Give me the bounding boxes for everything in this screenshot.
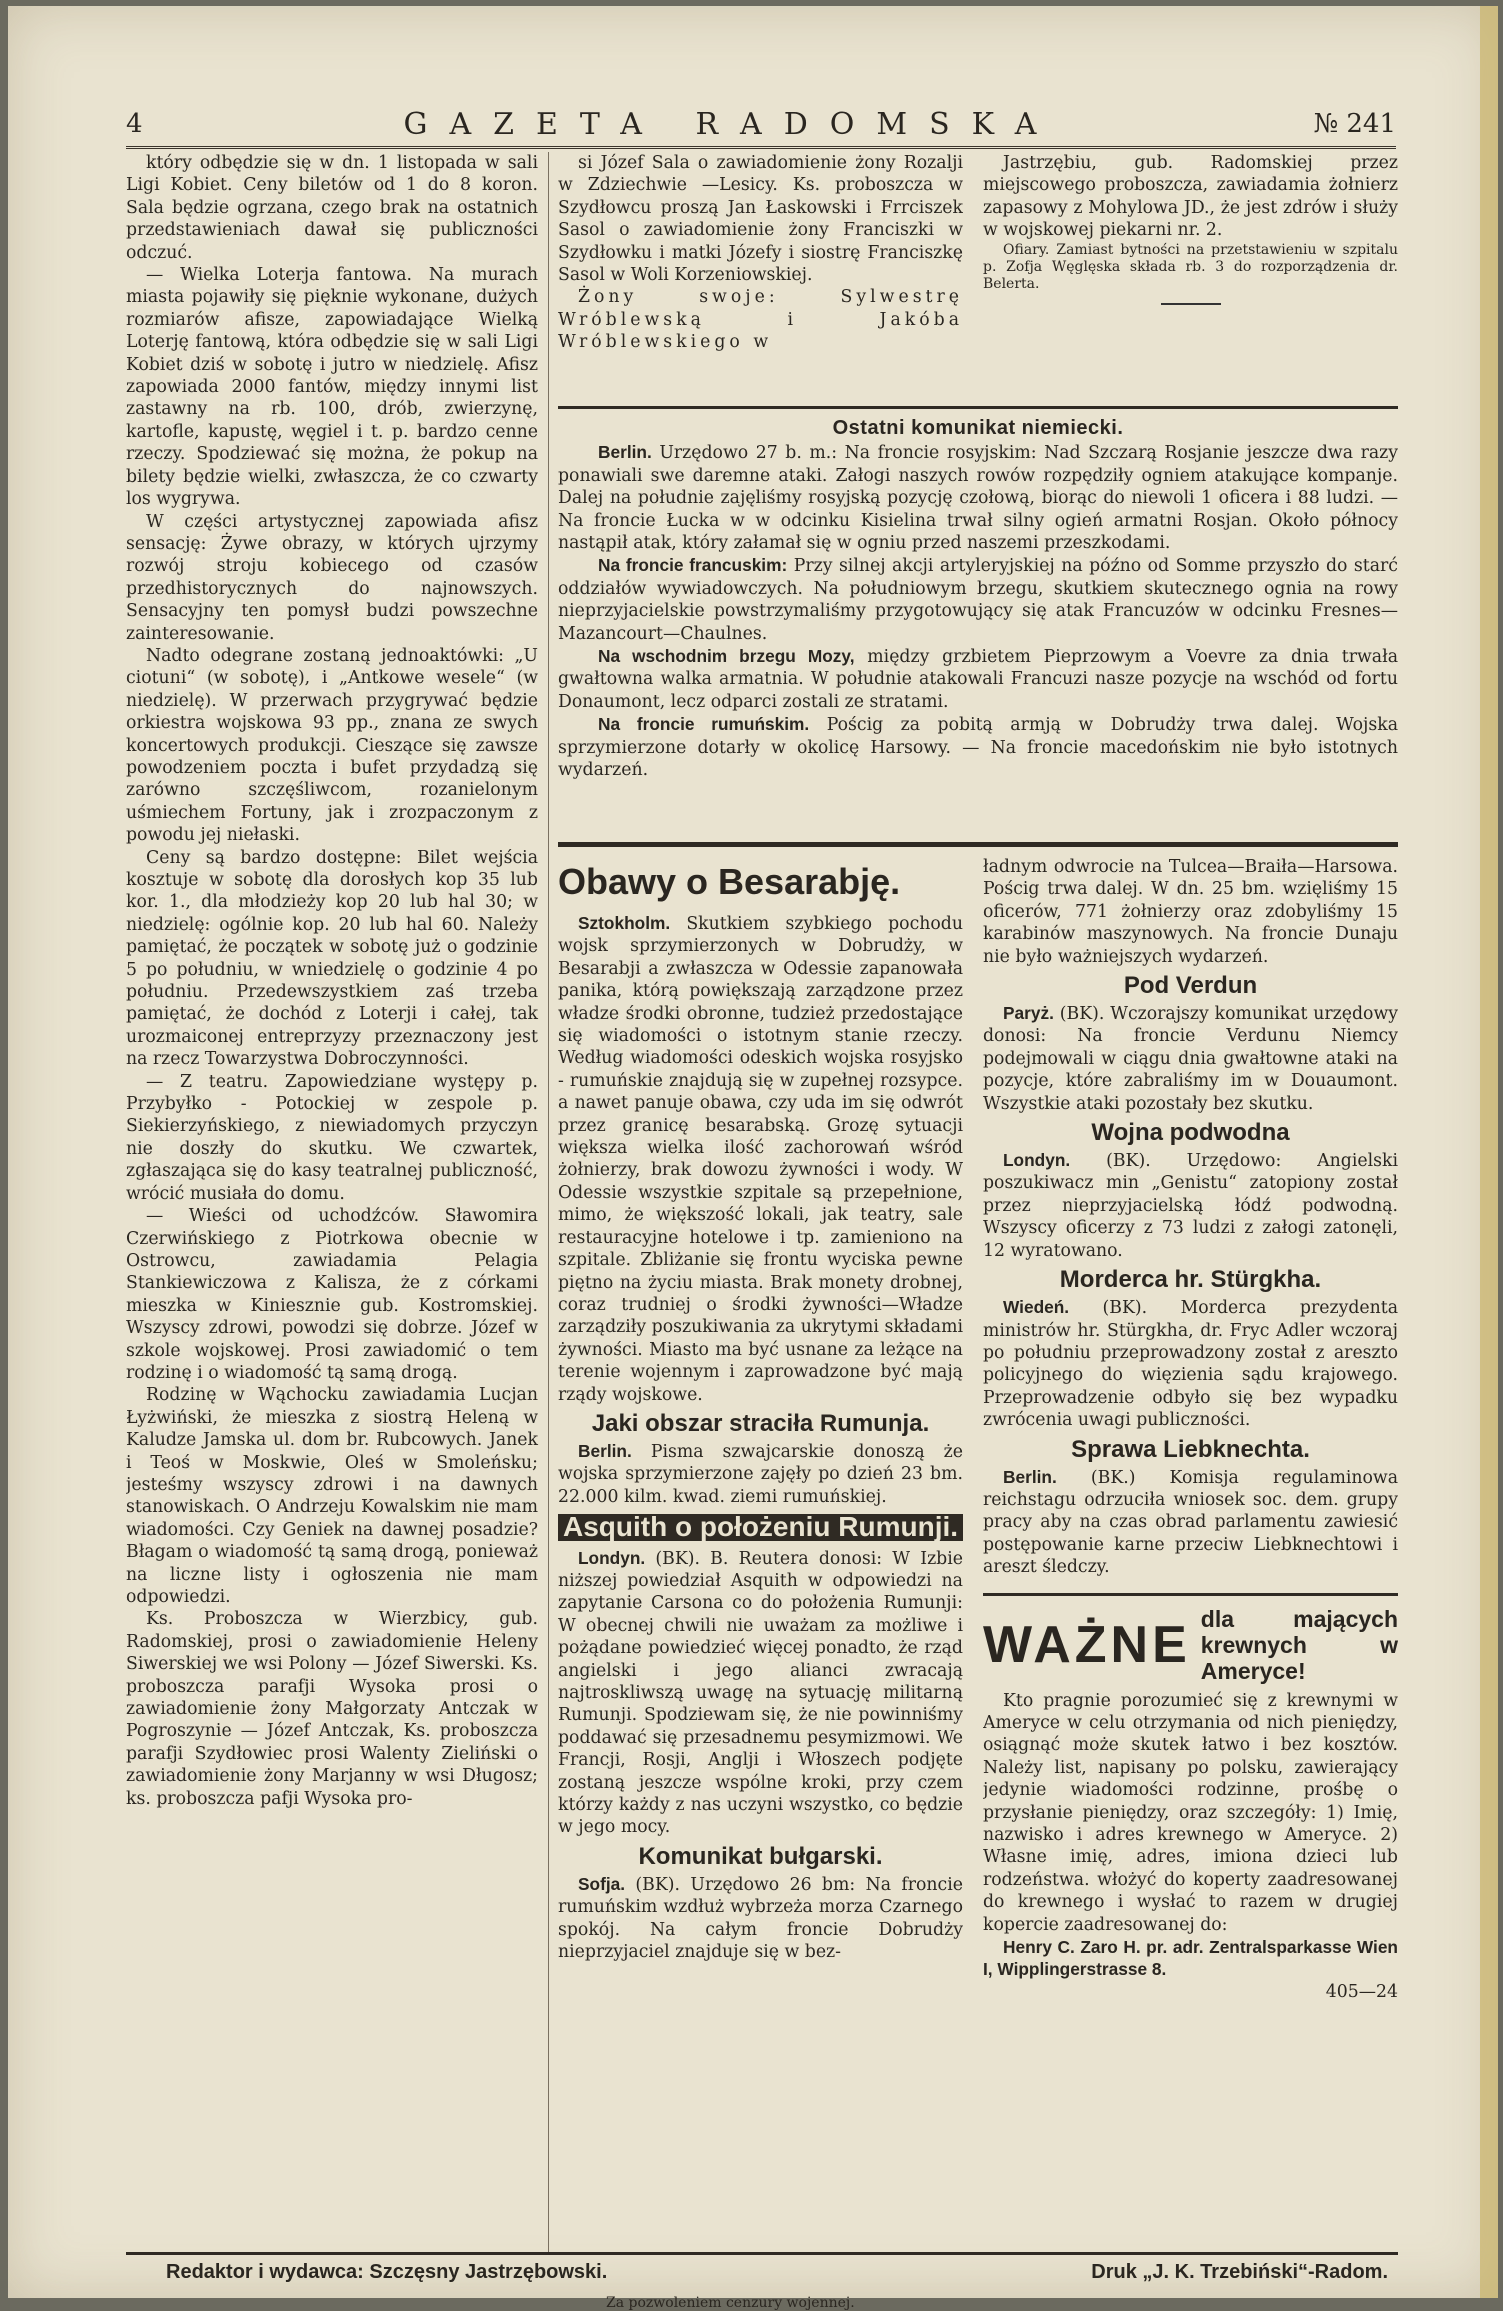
ad-reference: 405—24 xyxy=(1325,1981,1398,2002)
article-paragraph: ładnym odwrocie na Tulcea—Braiła—Harsowa. Pościg trwa dalej. W dn. 25 bm. wzięliśmy 15 oficerów, 771 żołnierzy oraz zdobyliśmy 15 karabinów maszynowych. Na froncie Dunaju nie było ważniejszych wydarzeń. xyxy=(983,857,1398,967)
article-paragraph xyxy=(558,912,963,1406)
dateline: Berlin. xyxy=(578,1440,632,1461)
article-paragraph xyxy=(558,1873,963,1964)
headline-bulgarian: Komunikat bułgarski. xyxy=(638,1842,883,1870)
masthead-title: GAZETA RADOMSKA xyxy=(403,106,1059,142)
article-paragraph: W części artystycznej zapowiada afisz sensację: Żywe obrazy, w których ujrzymy rozwój stroju kobiecego od czasów przedhistorycznych do najnowszych. Sensacyjny ten pomysł budzi powszechne zainteresowanie. xyxy=(126,511,538,644)
communique-paragraph xyxy=(558,554,1398,645)
article-paragraph: który odbędzie się w dn. 1 listopada w sali Ligi Kobiet. Ceny biletów od 1 do 8 koron. Sala będzie ogrzana, czego brak na ostatnich przedstawieniach dawał się publiczności odczuć. xyxy=(126,153,538,263)
article-paragraph: si Józef Sala o zawiadomienie żony Rozalji w Zdziechwie —Lesicy. Ks. proboszcza w Szydłowcu proszą Jan Łaskowski i Frrciszek Sasol o zawiadomienie żony Franciszki w Szydłowku i matki Józefy i siostrę Franciszkę Sasol w Woli Korzeniowskiej. xyxy=(558,153,963,286)
column-2-top xyxy=(558,152,963,392)
censor-note: Za pozwoleniem cenzury wojennej. xyxy=(606,2295,855,2311)
article-paragraph: Rodzinę w Wąchocku zawiadamia Lucjan Łyżwiński, że mieszka z siostrą Heleną w Kaludze Jamska ul. dom br. Rubcowych. Janek i Teoś w Moskwie, Oleś w Smoleńsku; jesteśmy wszyscy zdrowi i na dawnych stanowiskach. O Andrzeju Kowalskim nie mam wiadomości. Czy Geniek na dawnej posadzie? Błagam o wiadomość tą samą drogą, ponieważ na liczne listy i ogłoszenia nie mam odpowiedzi. xyxy=(126,1385,538,1607)
latest-communique xyxy=(558,406,1398,847)
communique-paragraph xyxy=(558,645,1398,713)
column-2-bottom xyxy=(558,856,963,2256)
headline-besarabia: Obawy o Besarabję. xyxy=(558,861,901,902)
dateline: Londyn. xyxy=(578,1547,646,1568)
communique-paragraph xyxy=(558,713,1398,781)
article-paragraph xyxy=(983,1002,1398,1115)
article-text: (BK.) Komisja regulaminowa reichstagu odrzuciła wniosek soc. dem. grupy pracy aby na czas obrad parlamentu zawiesić postępowanie karne przeciw Liebknechtowi i areszt śledczy. xyxy=(983,1467,1398,1578)
communique-title: Ostatni komunikat niemiecki. xyxy=(832,417,1124,439)
article-paragraph: — Z teatru. Zapowiedziane występy p. Przybyłko - Potockiej w zespole p. Siekierzyńskiego, z niewiadomych przyczyn nie doszły do skutku. We czwartek, zgłaszająca się do kasy teatralnej publiczność, wrócić musiała do domu. xyxy=(126,1071,538,1204)
dateline: Sofja. xyxy=(578,1873,626,1894)
divider xyxy=(1161,303,1221,305)
article-paragraph: Nadto odegrane zostaną jednoaktówki: „U ciotuni“ (w sobotę), i „Antkowe wesele“ (w niedzielę). W przerwach przygrywać będzie orkiestra wojskowa 93 pp., znana ze swych koncertowych produkcji. Cieszące się zawsze powodzeniem poczta i bufet przydadzą się zarówno szczęśliwcom, rozanielonym uśmiechem Fortuny, jak i zrozpaczonym z powodu jej niełaski. xyxy=(126,645,538,846)
page-number: 4 xyxy=(126,109,143,139)
communique-paragraph xyxy=(558,441,1398,554)
page-edge xyxy=(1480,6,1498,2298)
headline-sturgkh: Morderca hr. Stürgkha. xyxy=(1059,1266,1322,1294)
communique-text: Urzędowo 27 b. m.: Na froncie rosyjskim: Nad Szczarą Rosjanie jeszcze dwa razy ponawiali swe daremne ataki. Załogi naszych rowów rozpędziły ogniem atakujące kompanje. Dalej na południe zajęliśmy rosyjską pozycję czołową, biorąc do niewoli 1 oficera i 88 ludzi. — Na froncie Łucka w w odcinku Kisielina trwał silny ogień armatni Rosjan. Około północy nastąpił atak, który załamał się w ogniu przed naszemi przeszkodami. xyxy=(558,443,1398,554)
article-paragraph xyxy=(983,1149,1398,1262)
section-divider xyxy=(558,842,1398,847)
article-text: Skutkiem szybkiego pochodu wojsk sprzymierzonych w Dobrudży, w Besarabji a zwłaszcza w Odessie zapanowała panika, którą powiększają zarządzone przez władze środki obronne, tudzież przedostające się wiadomości o istotnym stanie rzeczy. Według wiadomości odeskich wojska rosyjsko - rumuńskie znajdują się w zupełnej rozsypce. a nawet panuje obawa, czy uda im się odwrót przez granicę besarabską. Grozę sytuacji większa wielka ilość zachorowań wśród żołnierzy, brak dowozu żywności i wody. W Odessie wszystkie szpitale są przepełnione, mimo, że większość lokali, jak teatry, sale restauracyjne hotelowe i tp. zamieniono na szpitale. Zbliżanie się frontu wyciska pewne piętno na życiu miasta. Brak monety drobnej, coraz trudniej o środki żywności—Władze zarządziły poszukiwania za ukrytymi składami żywności. Miasto ma być usnane za leżące na terenie wojennym i zaprowadzone być mają rządy wojskowe. xyxy=(558,914,963,1405)
page-header xyxy=(126,102,1396,149)
communique-text: Przy silnej akcji artyleryjskiej na późno od Somme przyszło do starć oddziałów wywiadowczych. Na południowym brzegu, skutkiem skutecznego ognia na rowy nieprzyjacielskie powstrzymaliśmy przygotowujący się atak Francuzów w odcinku Fresnes—Mazancourt—Chaulnes. xyxy=(558,556,1398,644)
ad-headline: WAŻNE xyxy=(983,1615,1191,1674)
ad-header xyxy=(983,1606,1398,1684)
article-paragraph: — Wielka Loterja fantowa. Na murach miasta pojawiły się pięknie wykonane, dużych rozmiarów afisze, zapowiadające Wielką Loterję fantową, która odbędzie się w sali Ligi Kobiet dziś w sobotę i jutro w niedzielę. Afisz zapowiada 2000 fantów, między innymi list zastawny na rb. 100, drób, zwierzynę, kartofle, kapustę, węgiel i t. p. bardzo cenne rzeczy. Spodziewać się można, że pokup na bilety będzie wielki, zwłaszcza, że co czwarty los wygrywa. xyxy=(126,265,538,510)
ad-contact: Henry C. Zaro H. pr. adr. Zentralsparkasse Wien I, Wipplingerstrasse 8. xyxy=(983,1937,1398,1980)
article-text: (BK). Wczorajszy komunikat urzędowy donosi: Na froncie Verdunu Niemcy podejmowali w ciągu dnia gwałtowne ataki na pozycje, które zabraliśmy im w Douaumont. Wszystkie ataki pozostały bez skutku. xyxy=(983,1004,1398,1114)
article-paragraph: Żony swoje: Sylwestrę Wróblewską i Jakóba Wróblewskiego w xyxy=(558,287,963,353)
headline-liebknecht: Sprawa Liebknechta. xyxy=(1071,1435,1310,1463)
communique-text: między grzbietem Pieprzowym a Voevre za dnia trwała gwałtowna walka armatnia. W południe atakowali Francuzi nasze pozycje na wschód od fortu Donaumont, lecz odparci zostali ze stratami. xyxy=(558,647,1398,712)
printer-line: Druk „J. K. Trzebiński“-Radom. xyxy=(1091,2261,1388,2283)
communique-text: Pościg za pobitą armją w Dobrudży trwa dalej. Wojska sprzymierzone dotarły w okolicę Harsowy. — Na froncie macedońskim nie było istotnych wydarzeń. xyxy=(558,715,1398,781)
advertisement xyxy=(983,1593,1398,2004)
donation-note: Ofiary. Zamiast bytności na przetstawieniu w szpitalu p. Zofja Węglęska składa rb. 3 do rozporządzenia dr. Belerta. xyxy=(983,241,1398,292)
ad-text: Kto pragnie porozumieć się z krewnymi w Ameryce w celu otrzymania od nich pieniędzy, osiągnąć może skutek łatwo i bez kosztów. Należy list, napisany po polsku, zawierający jedynie wiadomości rodzinne, prośbę o przysłanie pieniędzy, oraz szczegóły: 1) Imię, nazwisko i adres krewnego w Ameryce. 2) Własne imię, adres, imiona dzieci lub rodzeństwa. włożyć do koperty zaadresowanej do krewnego i wysłać to razem w drugiej kopercie zaadresowanej do: xyxy=(983,1690,1398,1935)
dateline: Na froncie rumuńskim. xyxy=(598,714,810,735)
article-paragraph: Ceny są bardzo dostępne: Bilet wejścia kosztuje w sobotę dla dorosłych kop 35 lub kor. 1., dla młodzieży kop 20 lub hal 30; w niedzielę: ogólnie kop. 20 lub hal 60. Należy pamiętać, że początek w sobotę już o godzinie 5 po południu, w wniedzielę o godzinie 4 po południu. Przedewszystkiem zaś trzeba pamiętać, że dochód z Loterji i całej, tak urozmaiconej entreprzyzy przeznaczony jest na rzecz Towarzystwa Dobroczynności. xyxy=(126,847,538,1070)
column-3-top xyxy=(983,152,1398,392)
dateline: Sztokholm. xyxy=(578,913,671,933)
article-paragraph: — Wieści od uchodźców. Sławomira Czerwińskiego z Piotrkowa obecnie w Ostrowcu, zawiadamia Pelagia Stankiewiczowa z Kalisza, że z córkami mieszka w Kiniesznie gub. Kostromskiej. Wszyscy zdrowi, powodzi się dobrze. Józef w szkole wojskowej. Prosi zawiadomić o tem rodzinę i o wiadomość tą samą drogą. xyxy=(126,1206,538,1383)
article-text: (BK). Urzędowo 26 bm: Na froncie rumuńskim wzdłuż wybrzeża morza Czarnego spokój. Na całym froncie Dobrudży nieprzyjaciel znajduje się w bez- xyxy=(558,1874,963,1963)
dateline: Berlin. xyxy=(598,442,652,463)
article-text: (BK). Morderca prezydenta ministrów hr. Stürgkha, dr. Fryc Adler wczoraj po południu przeprowadzony został z areszto policyjnego do więzienia sądu krajowego. Przeprowadzenie odbyło się bez wypadku zwrócenia uwagi publiczności. xyxy=(983,1298,1398,1431)
dateline: Wiedeń. xyxy=(1003,1297,1070,1318)
column-1 xyxy=(126,152,549,2252)
page-footer xyxy=(126,2252,1398,2311)
article-text: (BK). Urzędowo: Angielski poszukiwacz min „Genistu“ zatopiony został przez nieprzyjacielską łódź podwodną. Wszyscy oficerzy z 73 ludzi z załogi zatonęli, 12 wyratowano. xyxy=(983,1151,1398,1261)
dateline: Paryż. xyxy=(1003,1003,1054,1024)
article-paragraph: Ks. Proboszcza w Wierzbicy, gub. Radomskiej, prosi o zawiadomienie Heleny Siwerskiej we wsi Polony — Józef Siwerski. Ks. proboszcza parafji Wysoka prosi o zawiadomienie żony Małgorzaty Antczak w Pogroszynie — Józef Antczak, Ks. proboszcza parafji Szydłowiec prosi Walenty Zieliński o zawiadomienie żony Marjanny w wsi Długosz; ks. proboszcza pafji Wysoka pro- xyxy=(126,1609,538,1809)
article-paragraph xyxy=(983,1296,1398,1431)
issue-number: № 241 xyxy=(1313,109,1396,139)
article-text: Pisma szwajcarskie donoszą że wojska sprzymierzone zajęły po dzień 23 bm. 22.000 kilm. kwad. ziemi rumuńskiej. xyxy=(558,1441,963,1507)
article-paragraph xyxy=(558,1440,963,1508)
article-paragraph xyxy=(983,1466,1398,1579)
editor-line: Redaktor i wydawca: Szczęsny Jastrzębowski. xyxy=(166,2261,608,2283)
dateline: Na wschodnim brzegu Mozy, xyxy=(598,646,855,667)
headline-romania: Jaki obszar straciła Rumunja. xyxy=(591,1409,930,1437)
column-3-bottom xyxy=(983,856,1398,2256)
ad-subheadline: dla mających krewnych w Ameryce! xyxy=(1200,1605,1398,1684)
article-text: (BK). B. Reutera donosi: W Izbie niższej powiedział Asquith w odpowiedzi na zapytanie Carsona co do położenia Rumunji: W obecnej chwili nie uważam za możliwe i pożądane powiedzieć więcej ponadto, że rząd angielski i jego alianci zwracają najtroskliwszą uwagę na sytuację militarną Rumunji. Spodziewam się, że nie powinniśmy poddawać się przesadnemu pesymizmowi. We Francji, Rosji, Anglji i Włoszech podjęte zostaną jeszcze wspólne kroki, przy czem którzy każdy z nas uczyni wszystko, co będzie w jego mocy. xyxy=(558,1548,963,1838)
headline-verdun: Pod Verdun xyxy=(1123,972,1258,1000)
dateline: Berlin. xyxy=(1003,1466,1057,1487)
article-paragraph: Jastrzębiu, gub. Radomskiej przez miejscowego proboszcza, zawiadamia żołnierz zapasowy z Mohylowa JD., że jest zdrów i służy w wojskowej piekarni nr. 2. xyxy=(983,153,1398,241)
dateline: Na froncie francuskim: xyxy=(598,555,788,576)
headline-naval: Wojna podwodna xyxy=(1091,1119,1290,1147)
newspaper-page xyxy=(8,6,1498,2311)
headline-asquith: Asquith o położeniu Rumunji. xyxy=(558,1514,963,1540)
article-paragraph xyxy=(558,1547,963,1839)
dateline: Londyn. xyxy=(1003,1150,1071,1171)
